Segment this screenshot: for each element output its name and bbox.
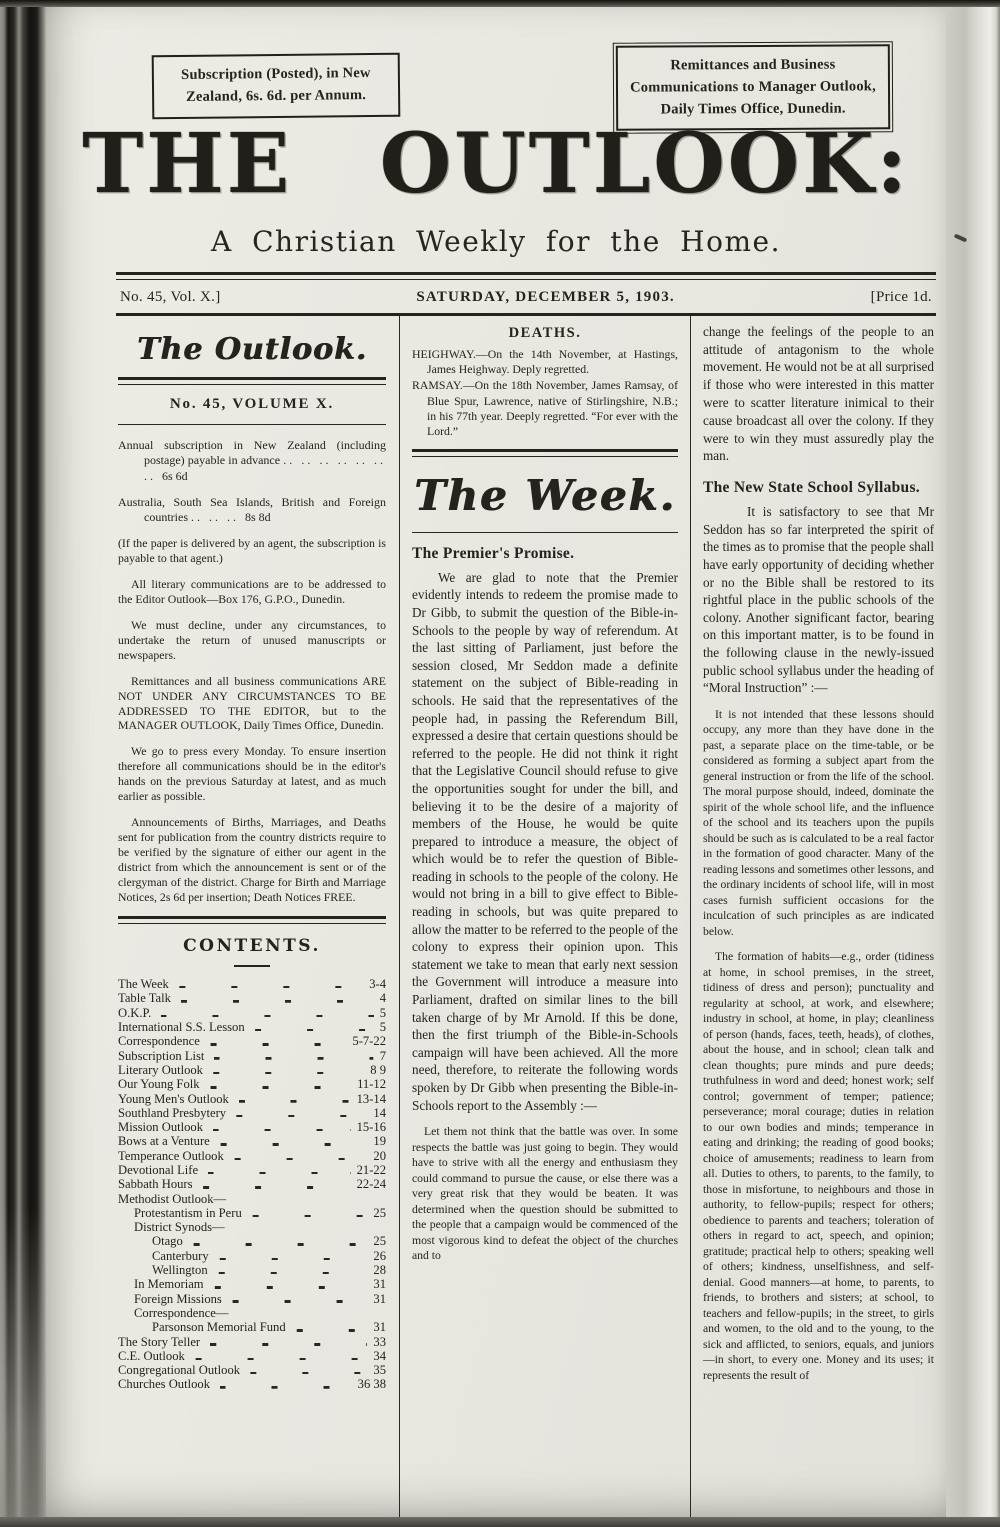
contents-item	[118, 1220, 386, 1234]
contents-item-page: 14	[373, 1105, 386, 1120]
contents-item-label: Our Young Folk	[118, 1077, 200, 1092]
dot-leader	[250, 1372, 367, 1375]
dot-leader	[181, 1000, 374, 1003]
divider-rule	[118, 377, 386, 385]
dot-leader	[179, 986, 363, 989]
dot-leader	[255, 1029, 374, 1032]
contents-item-label: The Story Teller	[118, 1334, 201, 1349]
imprint-notices	[118, 536, 386, 905]
scan-bottom-edge	[0, 1517, 1000, 1527]
quote-paragraph: The formation of habits—e.g., order (tidiness at home, in school premises, in the street, tidiness of dress and person); punctuality and regularity at school, at work, and elsewhere; industry in school, at home, in play; cleanliness of person (hands, faces, teeth, heads), of clothes, about the house, and in school; clean talk and clean thoughts; pure minds and pure deeds; truthfulness in word and deed; honest work; self control; government of temper; patience; perseverance; moral courage; duties in relation to our own bodies and minds; temperance in eating and drinking; the reading of good books; choice of amusements; readiness to learn from all. Duties to others, to parents, to the family, to those in misfortune, to neighbours and those in authority, to fellow-pupils; respect for others; obedience to parents and teachers; toleration of others in regard to act, speech, and opinion; gratitude; practical help to others; speaking well of others; kindness, unselfishness, and self-denial. Good manners—at home, to parents, to friends, to brothers and sisters; at school, to teachers and fellow-pupils; in the street, to girls and women, to the old and to the young, to the sick and afflicted, to seniors, equals, and juniors—in short, to every one. Money and its uses; it represents the result of	[703, 950, 934, 1382]
dot-leader	[214, 1057, 373, 1060]
contents-item	[118, 1335, 386, 1349]
dot-leader	[213, 1129, 351, 1132]
contents-item-label: Foreign Missions	[134, 1291, 222, 1306]
volume-line: No. 45, VOLUME X.	[169, 395, 335, 412]
remittances-notice-box: Remittances and Business Communications to Manager Outlook, Daily Times Office, Dunedin.	[616, 44, 890, 131]
scan-top-edge	[0, 0, 1000, 7]
contents-item-page: 31	[373, 1277, 386, 1292]
contents-item-page: 7	[379, 1048, 386, 1063]
contents-item-label: C.E. Outlook	[118, 1348, 185, 1363]
contents-item	[118, 1277, 386, 1291]
subscription-rate	[118, 495, 386, 526]
contents-item-page: 15-16	[356, 1120, 386, 1135]
dot-leader	[296, 1329, 368, 1332]
contents-item-label: Sabbath Hours	[118, 1177, 193, 1192]
dot-leader	[239, 1100, 351, 1103]
quote-paragraph: Let them not think that the battle was over. In some respects the battle was just going to begin. They would have to strive with all the energy and enthusiasm they could command to pursue the cause, or else there was a very great risk that they would be beaten. It was determined when the question should be submitted to the people that a campaign would be commenced of the most vigorous kind to defeat the object of the churches and to	[412, 1125, 678, 1263]
imprint-notice: Remittances and all business communications ARE NOT UNDER ANY CIRCUMSTANCES TO BE ADDRESSED TO THE EDITOR, but to the MANAGER OUTLOOK, Daily Times Office, Dunedin.	[118, 673, 386, 733]
dot-leader	[214, 1286, 368, 1289]
dot-leader	[232, 1300, 368, 1303]
article-body	[412, 569, 678, 1114]
imprint-notice: (If the paper is delivered by an agent, the subscription is payable to that agent.)	[118, 535, 386, 565]
continuation-paragraph: change the feelings of the people to an attitude of antagonism to the whole movement. He would not be at all surprised if those who were interested in this matter were to scatter literature inimical to their cause broadcast all over the colony. If they were to win they must assuredly play the man.	[703, 323, 934, 464]
divider-rule	[118, 424, 386, 425]
contents-item-page: 5	[379, 1020, 386, 1035]
contents-item-label: Table Talk	[118, 991, 171, 1006]
contents-item-page: 22-24	[356, 1177, 386, 1192]
article-heading-premiers-promise: The Premier's Promise.	[412, 544, 575, 562]
page-content	[116, 272, 936, 1517]
columns	[116, 316, 936, 1517]
article-paragraph: We are glad to note that the Premier evidently intends to redeem the promise made to Dr Gibb, to submit the question of the Bible-in-Schools to the people by way of referendum. At the last sitting of Parliament, just before the session closed, Mr Seddon made a definite statement on the subject of Bible-reading in schools. He said that the representatives of the people had, in passing the Referendum Bill, expressed a desire that certain questions should be referred to the people. He did not think it right that the Legislative Council should refuse to give the opportunities sought for under the bill, and believing it to be the desire of a majority of members of the House, he would be quite prepared to introduce a measure, the object of which would be to refer the question of Bible-reading in schools to the people of the colony. He would not bring in a bill to give effect to Bible-reading in schools, but was quite prepared to allow the matter to be referred to the people of the colony to express their opinion upon. This statement we take to mean that early next session the Government will introduce a measure into Parliament, drafted on similar lines to the bill taken charge of by Mr Arnold. If this be done, then the first triumph of the Bible-in-Schools campaign will have been achieved. All the more need, therefore, to reiterate the following words spoken by Dr Gibb when presenting the Bible-in-Schools report to the Assembly :—	[412, 569, 678, 1113]
masthead-subtitle: A Christian Weekly for the Home.	[211, 224, 781, 258]
contents-heading: CONTENTS.	[183, 936, 321, 957]
scan-gutter-edge	[0, 0, 46, 1527]
contents-item-page: 21-22	[356, 1163, 386, 1177]
the-week-masthead: The Week.	[413, 470, 677, 520]
contents-item-label: Young Men's Outlook	[118, 1091, 229, 1106]
column-imprint	[116, 316, 400, 1517]
contents-item	[118, 1034, 386, 1048]
contents-item-label: Otago	[152, 1234, 183, 1249]
contents-item-page: 20	[373, 1148, 386, 1163]
contents-item-page: 36 38	[357, 1377, 386, 1392]
imprint-notice: We must decline, under any circumstances, to undertake the return of unused manuscripts or newspapers.	[118, 617, 386, 662]
rate-dots: .. .. .. .. .. .. ..	[144, 453, 387, 484]
dot-leader	[218, 1272, 368, 1275]
syllabus-quote	[703, 707, 934, 1384]
article-heading-syllabus: The New State School Syllabus.	[703, 479, 920, 497]
rate-text: Australia, South Sea Islands, British and Foreign countries	[118, 494, 386, 525]
dateline	[116, 280, 936, 313]
contents-item-label: Subscription List	[118, 1048, 205, 1063]
contents-item-label: Correspondence	[118, 1034, 200, 1049]
contents-item	[118, 1134, 386, 1148]
contents-item	[118, 1149, 386, 1163]
dot-leader	[213, 1072, 364, 1075]
section-title-outlook: The Outlook.	[136, 331, 368, 367]
contents-item	[118, 1063, 386, 1077]
contents-item-label: Churches Outlook	[118, 1377, 210, 1392]
contents-item-page: 26	[373, 1248, 386, 1263]
contents-item-page: 19	[373, 1134, 386, 1149]
dot-leader	[234, 1158, 368, 1161]
contents-item	[118, 1092, 386, 1106]
dot-leader	[203, 1186, 351, 1189]
contents-list	[118, 977, 386, 1392]
subscription-notice-box: Subscription (Posted), in New Zealand, 6s. 6d. per Annum.	[152, 53, 401, 119]
dot-leader	[210, 1086, 352, 1089]
divider-rule	[118, 916, 386, 924]
contents-item	[118, 1192, 386, 1206]
rate-dots: .. .. ..	[191, 510, 239, 525]
contents-item-label: Methodist Outlook—	[118, 1191, 227, 1206]
contents-item	[118, 1206, 386, 1220]
contents-item-page: 31	[373, 1320, 386, 1335]
dot-leader	[210, 1343, 367, 1346]
imprint-notice: All literary communications are to be addressed to the Editor Outlook—Box 176, G.P.O., Dunedin.	[118, 576, 386, 606]
masthead-title: THE OUTLOOK:	[82, 116, 910, 212]
newspaper-page	[46, 7, 946, 1517]
contents-item	[118, 1349, 386, 1363]
subscription-rates	[118, 438, 386, 526]
dot-leader	[219, 1258, 368, 1261]
contents-item	[118, 1249, 386, 1263]
issue-number: No. 45, Vol. X.]	[120, 288, 221, 305]
assembly-quote	[412, 1124, 678, 1264]
contents-item	[118, 1306, 386, 1320]
article-paragraph: It is satisfactory to see that Mr Seddon has so far interpreted the spirit of the times as to promise that the people shall have early opportunity of deciding whether or no the Bible shall be restored to its rightful place in the public schools of the colony. Another significant factor, bearing on this important matter, is to be found in the following clause in the newly-issued public school syllabus under the heading of “Moral Instruction” :—	[703, 504, 934, 696]
dot-leader	[236, 1115, 367, 1118]
article-body	[703, 503, 934, 697]
dot-leader	[195, 1358, 368, 1361]
contents-item-label: International S.S. Lesson	[118, 1020, 245, 1035]
contents-item	[118, 977, 386, 991]
imprint-notice: Announcements of Births, Marriages, and Deaths sent for publication from the country districts require to be verified by the signature of either our agent in the district from which the announcement is sent or of the clergyman of the district. Charge for Birth and Marriage Notices, 2s 6d per insertion; Death Notices FREE.	[118, 815, 386, 905]
contents-item-page: 34	[373, 1348, 386, 1363]
contents-item-label: O.K.P.	[118, 1005, 152, 1020]
column-syllabus	[691, 316, 936, 1517]
contents-item-label: Correspondence—	[134, 1305, 229, 1320]
contents-item-label: Southland Presbytery	[118, 1105, 227, 1120]
contents-item-label: Congregational Outlook	[118, 1363, 241, 1378]
scan-right-edge	[946, 0, 1000, 1527]
contents-item	[118, 1320, 386, 1334]
contents-item-page: 33	[373, 1334, 386, 1349]
contents-item	[118, 1363, 386, 1377]
deaths-list	[412, 347, 678, 440]
dot-leader	[252, 1215, 368, 1218]
dot-leader	[220, 1143, 368, 1146]
contents-item-page: 5-7-22	[352, 1034, 386, 1049]
contents-item	[118, 1006, 386, 1020]
contents-item	[118, 1163, 386, 1177]
contents-item	[118, 1263, 386, 1277]
contents-item-label: Devotional Life	[118, 1163, 199, 1177]
contents-item-label: Mission Outlook	[118, 1120, 204, 1135]
contents-item	[118, 1120, 386, 1134]
rate-price: 6s 6d	[162, 469, 188, 484]
rate-price: 8s 8d	[245, 510, 271, 525]
contents-item-label: The Week	[118, 977, 169, 992]
contents-item-label: Parsonson Memorial Fund	[152, 1320, 286, 1335]
dot-leader	[193, 1243, 368, 1246]
contents-item-label: District Synods—	[134, 1220, 225, 1235]
contents-item-label: Literary Outlook	[118, 1062, 203, 1077]
contents-item-page: 3-4	[369, 977, 386, 992]
contents-item-page: 28	[373, 1263, 386, 1278]
contents-item-label: In Memoriam	[134, 1277, 204, 1292]
contents-item-label: Wellington	[152, 1263, 208, 1278]
contents-item-page: 4	[379, 991, 386, 1006]
issue-price: [Price 1d.	[870, 288, 932, 305]
contents-item	[118, 1077, 386, 1091]
contents-item-label: Protestantism in Peru	[134, 1205, 242, 1220]
contents-item-page: 11-12	[357, 1077, 386, 1092]
contents-item	[118, 1020, 386, 1034]
column-the-week	[400, 316, 691, 1517]
contents-item-page: 5	[379, 1005, 386, 1020]
imprint-notice: We go to press every Monday. To ensure insertion therefore all communications should be in the editor's hands on the previous Saturday at latest, and as much earlier as possible.	[118, 744, 386, 804]
contents-item	[118, 1049, 386, 1063]
contents-item-label: Bows at a Venture	[118, 1134, 210, 1149]
contents-item-page: 8 9	[370, 1062, 386, 1077]
rate-text: Annual subscription in New Zealand (including postage) payable in advance	[118, 437, 386, 468]
dot-leader	[208, 1172, 351, 1175]
deaths-heading: DEATHS.	[508, 324, 582, 341]
dot-leader	[210, 1043, 347, 1046]
contents-item	[118, 1106, 386, 1120]
contents-item-page: 31	[373, 1291, 386, 1306]
contents-item	[118, 1234, 386, 1248]
quote-paragraph: It is not intended that these lessons should occupy, any more than they have done in the past, a separate place on the time-table, or be considered as forming a subject apart from the general instruction or from the life of the school. The moral purpose should, indeed, dominate the spirit of the whole school life, and the influence of the school and its teachers upon the pupils should be such as is calculated to be a real factor in the formation of good character. Many of the reading lessons and sometimes other lessons, and the ordinary incidents of school life, will in most cases furnish sufficient occasions for the inculcation of such principles as are indicated below.	[703, 707, 934, 938]
contents-item-page: 35	[373, 1363, 386, 1378]
issue-date: SATURDAY, DECEMBER 5, 1903.	[416, 288, 675, 305]
contents-item-label: Temperance Outlook	[118, 1148, 224, 1163]
contents-item-page: 25	[373, 1205, 386, 1220]
contents-item	[118, 991, 386, 1005]
divider-rule	[412, 532, 678, 533]
contents-item-page: 13-14	[356, 1091, 386, 1106]
death-notice: RAMSAY.—On the 18th November, James Ramsay, of Blue Spur, Lawrence, native of Stirlingshire, N.B.; in his 77th year. Deeply regretted. “For ever with the Lord.”	[412, 378, 678, 439]
dot-leader	[161, 1015, 373, 1018]
dash-divider	[234, 965, 270, 967]
contents-item-label: Canterbury	[152, 1248, 209, 1263]
contents-item	[118, 1292, 386, 1306]
dot-leader	[220, 1386, 352, 1389]
death-notice: HEIGHWAY.—On the 14th November, at Hastings, James Heighway. Deply regretted.	[412, 346, 678, 377]
contents-item-page: 25	[373, 1234, 386, 1249]
contents-item	[118, 1377, 386, 1391]
divider-rule	[116, 272, 936, 280]
contents-item	[118, 1177, 386, 1191]
divider-rule	[412, 449, 678, 457]
subscription-rate	[118, 438, 386, 485]
